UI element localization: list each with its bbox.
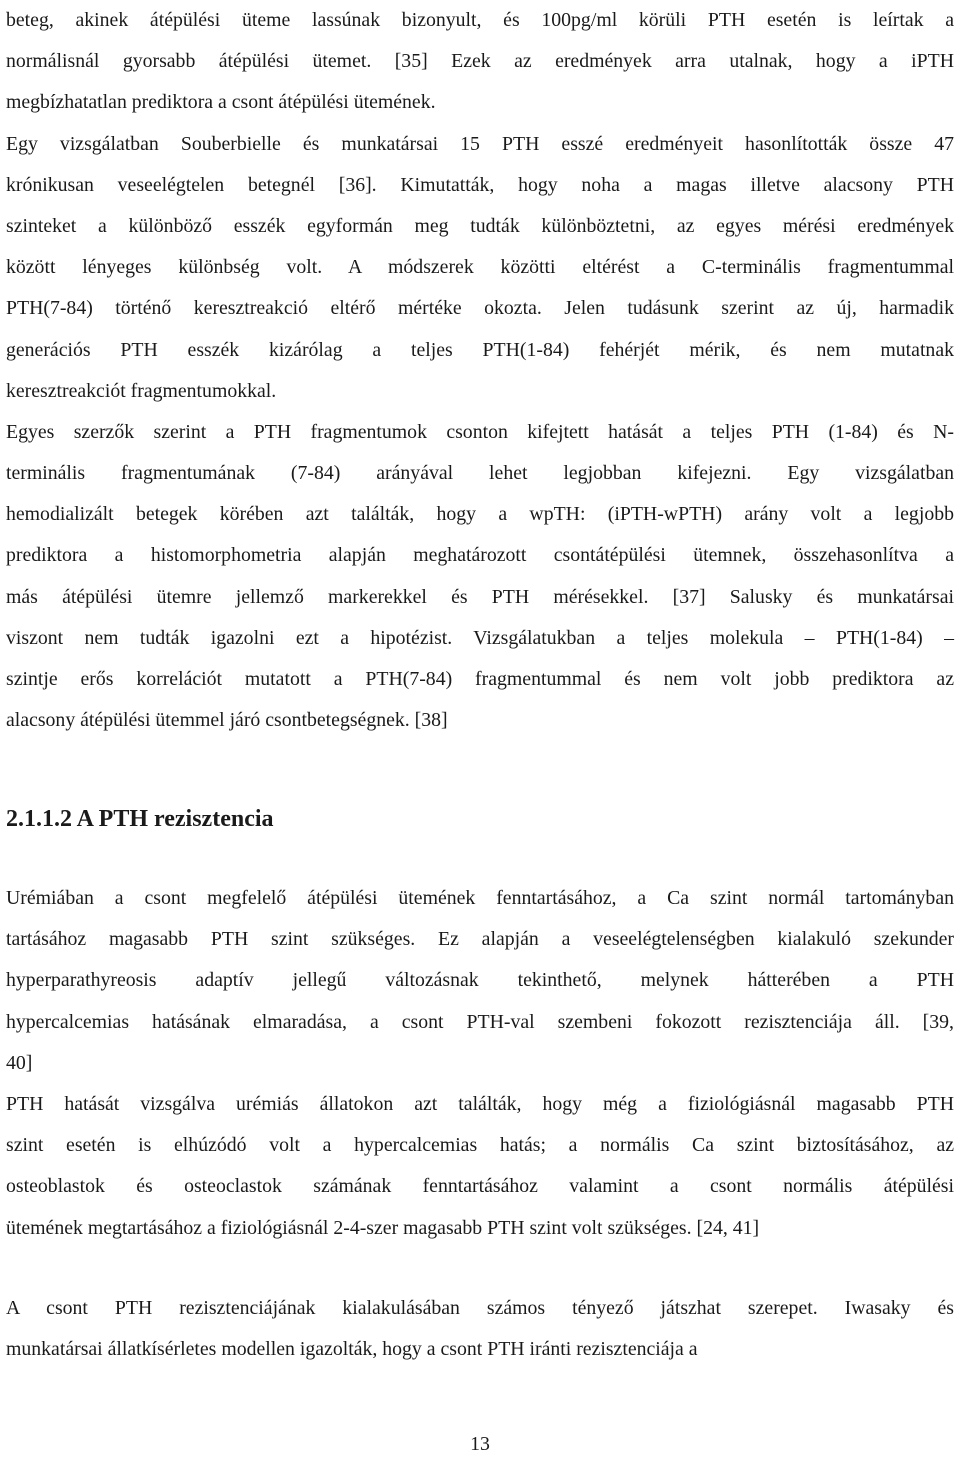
text-line: keresztreakciót fragmentumokkal. [6,379,277,402]
text-line: között lényeges különbség volt. A módszerek közötti eltérést a C-terminális fragmentummal [6,256,954,279]
text-line: hyperparathyreosis adaptív jellegű változásnak tekinthető, melynek hátterében a PTH [6,969,954,992]
text-line: PTH hatását vizsgálva urémiás állatokon azt találták, hogy még a fiziológiásnál magasabb PTH [6,1092,954,1115]
text-line: szintje erős korrelációt mutatott a PTH(7-84) fragmentummal és nem volt jobb prediktora az [6,668,954,690]
body-text-block-3 [6,1288,954,1370]
text-line: PTH(7-84) történő keresztreakció eltérő mértéke okozta. Jelen tudásunk szerint az új, harmadik [6,297,954,320]
text-line: más átépülési ütemre jellemző markerekkel és PTH mérésekkel. [37] Salusky és munkatársai [6,585,954,608]
section-heading: 2.1.1.2 A PTH rezisztencia [6,806,274,832]
text-line: tartásához magasabb PTH szint szükséges. Ez alapján a veseelégtelenségben kialakuló szekunder [6,928,954,951]
text-line: megbízhatatlan prediktora a csont átépülési ütemének. [6,91,436,114]
text-line: 40] [6,1051,33,1074]
body-text-block-1 [6,0,954,741]
text-line: beteg, akinek átépülési üteme lassúnak bizonyult, és 100pg/ml körüli PTH esetén is leírtak a [6,9,954,31]
text-line: alacsony átépülési ütemmel járó csontbetegségnek. [38] [6,709,448,732]
page-number: 13 [470,1433,490,1455]
text-line: viszont nem tudták igazolni ezt a hipotézist. Vizsgálatukban a teljes molekula – PTH(1-84) – [6,626,954,649]
text-line: prediktora a histomorphometria alapján meghatározott csontátépülési ütemnek, összehasonlítva a [6,544,954,567]
text-line: osteoblastok és osteoclastok számának fenntartásához valamint a csont normális átépülési [6,1175,954,1198]
text-line: Egyes szerzők szerint a PTH fragmentumok csonton kifejtett hatását a teljes PTH (1-84) és N- [6,420,954,443]
text-line: szinteket a különböző esszék egyformán meg tudták különböztetni, az egyes mérési eredmények [6,214,954,237]
body-text-block-2 [6,878,954,1249]
text-line: munkatársai állatkísérletes modellen igazolták, hogy a csont PTH iránti rezisztenciája a [6,1338,698,1361]
text-line: terminális fragmentumának (7-84) arányával lehet legjobban kifejezni. Egy vizsgálatban [6,462,954,485]
text-line: ütemének megtartásához a fiziológiásnál 2-4-szer magasabb PTH szint volt szükséges. [24, 41] [6,1216,760,1239]
text-line: hemodializált betegek körében azt találták, hogy a wpTH: (iPTH-wPTH) arány volt a legjobb [6,503,954,526]
text-line: generációs PTH esszék kizárólag a teljes PTH(1-84) fehérjét mérik, és nem mutatnak [6,338,954,361]
text-line: hypercalcemias hatásának elmaradása, a csont PTH-val szembeni fokozott rezisztenciája áll. [39, [6,1010,954,1033]
text-line: A csont PTH rezisztenciájának kialakulásában számos tényező játszhat szerepet. Iwasaky és [6,1297,954,1319]
text-line: Urémiában a csont megfelelő átépülési ütemének fenntartásához, a Ca szint normál tartományban [6,887,954,909]
text-line: Egy vizsgálatban Souberbielle és munkatársai 15 PTH esszé eredményeit hasonlították össze 47 [6,132,954,155]
text-line: szint esetén is elhúzódó volt a hypercalcemias hatás; a normális Ca szint biztosításához, az [6,1134,954,1157]
text-line: normálisnál gyorsabb átépülési ütemet. [35] Ezek az eredmények arra utalnak, hogy a iPTH [6,50,954,73]
text-line: krónikusan veseelégtelen betegnél [36]. Kimutatták, hogy noha a magas illetve alacsony PTH [6,173,954,196]
